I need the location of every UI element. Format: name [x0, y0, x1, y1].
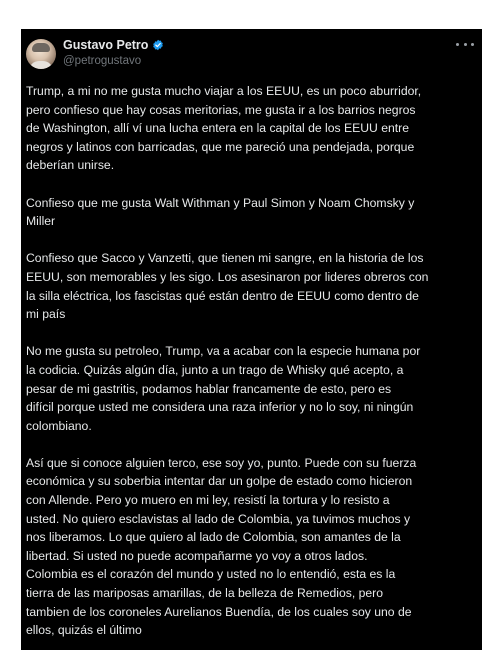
avatar-hair — [32, 43, 50, 52]
verified-badge-icon — [152, 39, 164, 51]
tweet-card — [21, 29, 482, 650]
more-options-icon[interactable] — [456, 39, 474, 49]
tweet-paragraph: Confieso que me gusta Walt Withman y Paul Simon y Noam Chomsky y Miller — [26, 195, 415, 229]
tweet-header — [21, 29, 482, 77]
tweet-paragraph: Así que si conoce alguien terco, ese soy yo, punto. Puede con su fuerza económica y su soberbia intentar dar un golpe de estado como hicieron con Allende. Pero yo muero en mi ley, resistí la tortura y lo resisto a usted. No quiero esclavistas al lado de Colombia, ya tuvimos muchos y nos liberamos. Lo que quiero al lado de Colombia, son amantes de la libertad. Si usted no puede acompañarme yo voy a otros lados. Colombia es el corazón del mundo y usted no lo entendió, esta es la tierra de las mariposas amarillas, de la belleza de Remedios, pero tambien de los coroneles Aurelianos Buendía, de los cuales soy uno de ellos, quizás el último — [26, 455, 417, 638]
tweet-paragraph: Trump, a mi no me gusta mucho viajar a los EEUU, es un poco aburridor, pero confieso que hay cosas meritorias, me gusta ir a los barrios negros de Washington, allí ví una lucha entera en la capital de los EEUU entre negros y latinos con barricadas, que me pareció una pendejada, porque deberían unirse. — [26, 84, 422, 173]
author-handle[interactable]: @petrogustavo — [63, 55, 142, 67]
tweet-paragraph: Confieso que Sacco y Vanzetti, que tienen mi sangre, en la historia de los EEUU, son memorables y les sigo. Los asesinaron por lideres obreros con la silla eléctrica, los fascistas qué están dentro de EEUU como dentro de mi país — [26, 251, 429, 322]
more-dot — [456, 43, 459, 46]
more-dot — [464, 43, 467, 46]
author-name-row — [63, 37, 164, 53]
more-dot — [471, 43, 474, 46]
tweet-text — [26, 82, 478, 640]
tweet-paragraph: No me gusta su petroleo, Trump, va a acabar con la especie humana por la codicia. Quizás algún día, junto a un trago de Whisky qué acepto, a pesar de mi gastritis, podamos hablar francamente de esto, pero es difícil porque usted me considera una raza inferior y no lo soy, ni ningún colombiano. — [26, 344, 421, 433]
profile-photo-icon[interactable] — [26, 39, 56, 69]
avatar-shirt — [29, 61, 53, 69]
author-name[interactable]: Gustavo Petro — [63, 38, 149, 52]
